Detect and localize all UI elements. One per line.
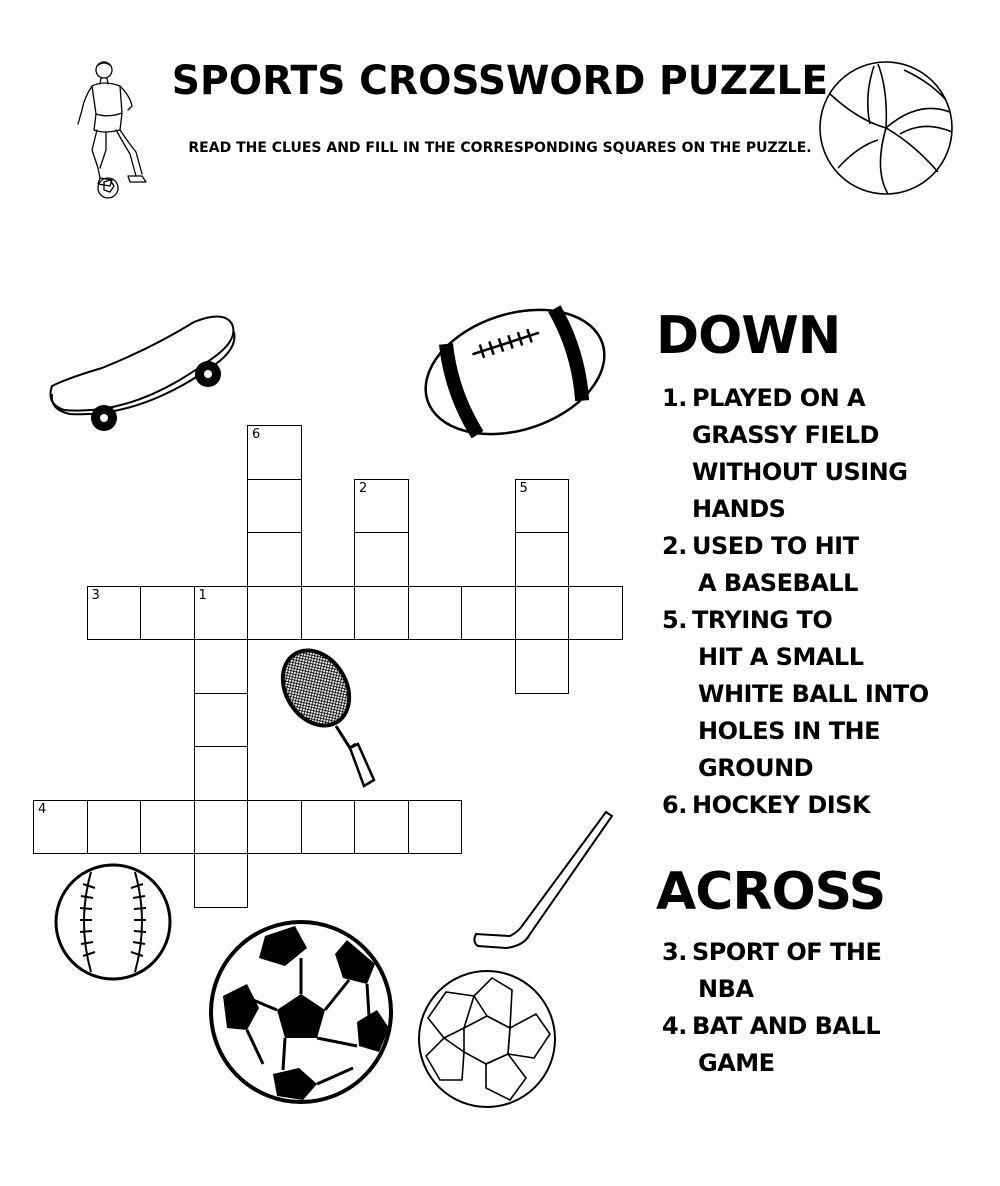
instructions: READ THE CLUES AND FILL IN THE CORRESPONDING SQUARES ON THE PUZZLE. xyxy=(188,140,812,156)
tennis-racket-icon xyxy=(276,648,380,794)
crossword-cell[interactable] xyxy=(140,586,195,641)
crossword-cell[interactable] xyxy=(515,532,570,587)
crossword-cell[interactable] xyxy=(301,800,356,855)
soccer-player-icon xyxy=(70,58,155,203)
clue-line xyxy=(662,602,929,639)
clue-text: TRYING TO xyxy=(692,606,833,634)
baseball-icon xyxy=(53,862,173,982)
hockey-stick-icon xyxy=(470,806,616,952)
clue-number: 3. xyxy=(662,938,687,966)
crossword-cell[interactable] xyxy=(568,586,623,641)
crossword-cell[interactable] xyxy=(194,800,249,855)
clue-text: HIT A SMALL xyxy=(698,643,864,671)
crossword-cell[interactable] xyxy=(354,479,409,534)
clue-text: GROUND xyxy=(698,754,814,782)
crossword-cell[interactable] xyxy=(408,800,463,855)
crossword-cell[interactable] xyxy=(247,479,302,534)
soccer-ball-outline-icon xyxy=(416,968,558,1110)
clue-text: HOCKEY DISK xyxy=(692,791,871,819)
clue-text: WITHOUT USING xyxy=(692,458,908,486)
page-title: SPORTS CROSSWORD PUZZLE xyxy=(171,58,829,104)
clue-text: A BASEBALL xyxy=(698,569,858,597)
crossword-cell[interactable] xyxy=(194,639,249,694)
clue-text: GRASSY FIELD xyxy=(692,421,879,449)
clue-number: 1. xyxy=(662,384,687,412)
cell-number: 3 xyxy=(91,587,100,603)
clue-line xyxy=(662,971,881,1008)
clue-line xyxy=(662,750,929,787)
skateboard-icon xyxy=(42,312,242,434)
crossword-cell[interactable] xyxy=(408,586,463,641)
clue-text: HOLES IN THE xyxy=(698,717,881,745)
clue-line xyxy=(662,1045,881,1082)
clue-line xyxy=(662,787,929,824)
clue-number: 6. xyxy=(662,791,687,819)
crossword-cell[interactable] xyxy=(461,586,516,641)
crossword-cell[interactable] xyxy=(354,586,409,641)
crossword-cell[interactable] xyxy=(515,586,570,641)
clue-text: USED TO HIT xyxy=(692,532,859,560)
crossword-cell[interactable] xyxy=(247,532,302,587)
crossword-cell[interactable] xyxy=(194,586,249,641)
crossword-cell[interactable] xyxy=(354,532,409,587)
clue-line xyxy=(662,565,929,602)
across-clues xyxy=(662,934,881,1082)
clue-text: NBA xyxy=(698,975,754,1003)
football-icon xyxy=(418,302,612,442)
volleyball-icon xyxy=(818,60,954,196)
down-heading: DOWN xyxy=(656,306,841,366)
cell-number: 2 xyxy=(359,480,368,496)
crossword-cell[interactable] xyxy=(87,800,142,855)
across-heading: ACROSS xyxy=(656,862,886,922)
clue-line xyxy=(662,380,929,417)
clue-line xyxy=(662,491,929,528)
clue-line xyxy=(662,454,929,491)
crossword-cell[interactable] xyxy=(87,586,142,641)
cell-number: 4 xyxy=(38,801,47,817)
crossword-cell[interactable] xyxy=(515,639,570,694)
crossword-cell[interactable] xyxy=(194,693,249,748)
clue-text: PLAYED ON A xyxy=(692,384,866,412)
crossword-cell[interactable] xyxy=(194,746,249,801)
cell-number: 6 xyxy=(252,427,261,442)
down-clues xyxy=(662,380,929,824)
crossword-cell[interactable] xyxy=(354,800,409,855)
clue-line xyxy=(662,713,929,750)
crossword-cell[interactable] xyxy=(515,479,570,534)
soccer-ball-icon xyxy=(207,918,395,1106)
clue-line xyxy=(662,934,881,971)
clue-line xyxy=(662,1008,881,1045)
crossword-cell[interactable] xyxy=(301,586,356,641)
clue-text: HANDS xyxy=(692,495,786,523)
cell-number: 5 xyxy=(519,480,528,496)
crossword-cell[interactable] xyxy=(247,800,302,855)
clue-number: 5. xyxy=(662,606,687,634)
crossword-cell[interactable] xyxy=(247,586,302,641)
clue-text: BAT AND BALL xyxy=(692,1012,881,1040)
crossword-cell[interactable] xyxy=(194,853,249,908)
crossword-cell[interactable] xyxy=(247,425,302,480)
clue-number: 2. xyxy=(662,532,687,560)
clue-text: SPORT OF THE xyxy=(692,938,882,966)
clue-line xyxy=(662,676,929,713)
cell-number: 1 xyxy=(198,587,207,603)
crossword-cell[interactable] xyxy=(140,800,195,855)
clue-text: GAME xyxy=(698,1049,775,1077)
clue-line xyxy=(662,639,929,676)
clue-text: WHITE BALL INTO xyxy=(698,680,929,708)
crossword-cell[interactable] xyxy=(33,800,88,855)
clue-line xyxy=(662,528,929,565)
clue-line xyxy=(662,417,929,454)
clue-number: 4. xyxy=(662,1012,687,1040)
